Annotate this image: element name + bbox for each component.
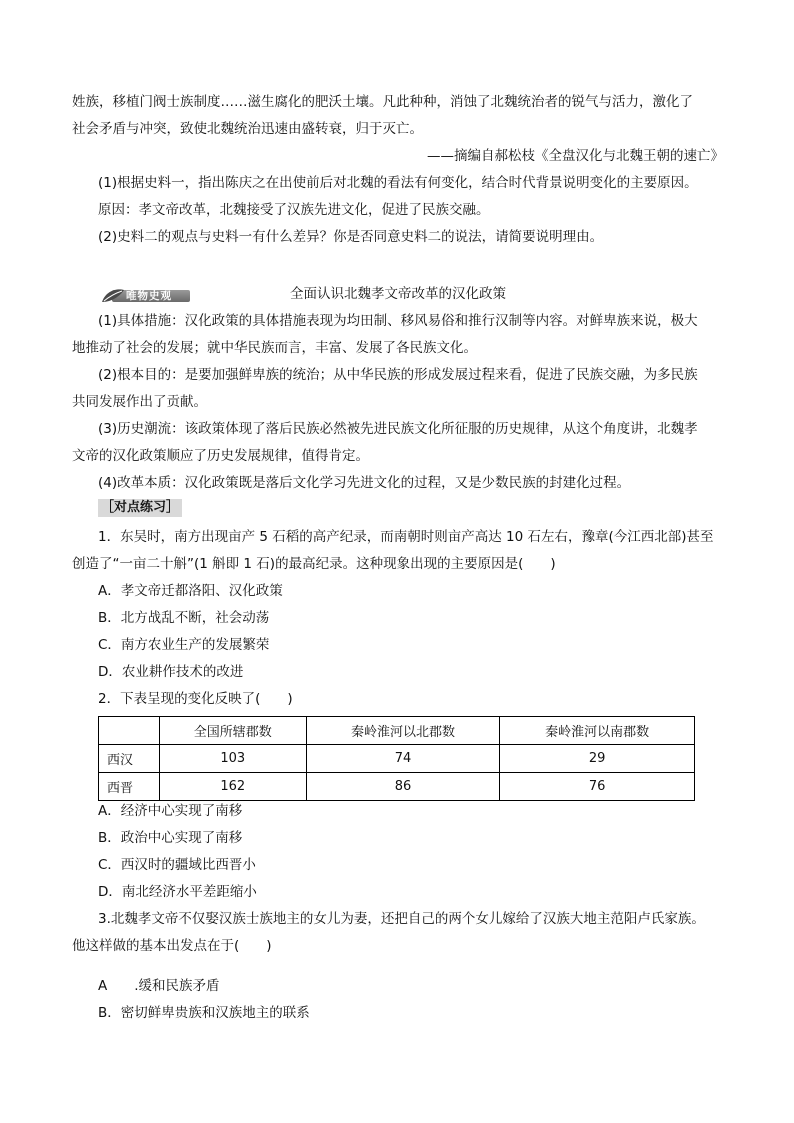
practice-q3-line2: 他这样做的基本出发点在于( ) [72,938,272,954]
section-p2-line2: 共同发展作出了贡献。 [72,394,207,410]
prefecture-table [98,716,695,801]
q2-option-a: A．经济中心实现了南移 [98,803,243,819]
practice-q1-line1: 1．东吴时，南方出现亩产 5 石稻的高产纪录，而南朝时则亩产高达 10 石左右，豫章(今江西北部)甚至 [98,529,714,545]
practice-q1-line2: 创造了“一亩二十斛”(1 斛即 1 石)的最高纪录。这种现象出现的主要原因是( ) [72,556,556,572]
question-2: (2)史料二的观点与史料一有什么差异？你是否同意史料二的说法，请简要说明理由。 [98,229,604,245]
section-title: 全面认识北魏孝文帝改革的汉化政策 [290,286,506,302]
source-citation: ——摘编自郝松枝《全盘汉化与北魏王朝的速亡》 [427,148,724,164]
table-header-row [99,717,695,745]
section-p1-line1: (1)具体措施：汉化政策的具体措施表现为均田制、移风易俗和推行汉制等内容。对鲜卑族来说，极大 [98,313,698,329]
q2-option-d: D．南北经济水平差距缩小 [98,884,257,900]
q2-option-b: B．政治中心实现了南移 [98,830,243,846]
table-header-cell: 全国所辖郡数 [159,717,306,745]
section-p2-line1: (2)根本目的：是要加强鲜卑族的统治；从中华民族的形成发展过程来看，促进了民族交融，为多民族 [98,367,698,383]
section-p1-line2: 地推动了社会的发展；就中华民族而言，丰富、发展了各民族文化。 [72,340,477,356]
intro-line-1: 姓族，移植门阀士族制度……滋生腐化的肥沃土壤。凡此种种，消蚀了北魏统治者的锐气与活力，激化了 [72,94,693,110]
q1-option-b: B．北方战乱不断，社会动荡 [98,610,270,626]
table-header-cell [99,717,160,745]
practice-q3-line1: 3.北魏孝文帝不仅娶汉族士族地主的女儿为妻，还把自己的两个女儿嫁给了汉族大地主范阳卢氏家族。 [98,911,705,927]
q2-option-c: C．西汉时的疆域比西晋小 [98,857,256,873]
section-p4: (4)改革本质：汉化政策既是落后文化学习先进文化的过程，又是少数民族的封建化过程。 [98,475,631,491]
practice-label: ［对点练习］ [98,499,182,517]
table-cell: 西晋 [99,773,160,801]
intro-line-2: 社会矛盾与冲突，致使北魏统治迅速由盛转衰，归于灭亡。 [72,121,423,137]
badge-label: 唯物史观 [126,290,172,302]
table-cell: 74 [306,745,500,773]
table-cell: 西汉 [99,745,160,773]
q1-option-c: C．南方农业生产的发展繁荣 [98,637,270,653]
q3-option-a: A .缓和民族矛盾 [98,978,220,994]
table-cell: 76 [500,773,695,801]
question-1: (1)根据史料一，指出陈庆之在出使前后对北魏的看法有何变化，结合时代背景说明变化的主要原因。 [98,175,698,191]
q1-option-d: D．农业耕作技术的改进 [98,664,244,680]
table-cell: 29 [500,745,695,773]
section-p3-line1: (3)历史潮流：该政策体现了落后民族必然被先进民族文化所征服的历史规律，从这个角度讲，北魏孝 [98,421,698,437]
q3-option-b: B．密切鲜卑贵族和汉族地主的联系 [98,1005,310,1021]
table-row [99,773,695,801]
table-cell: 103 [159,745,306,773]
practice-q2: 2．下表呈现的变化反映了( ) [98,691,293,707]
section-p3-line2: 文帝的汉化政策顺应了历史发展规律，值得肯定。 [72,448,369,464]
answer-1: 原因：孝文帝改革，北魏接受了汉族先进文化，促进了民族交融。 [98,202,490,218]
table-cell: 162 [159,773,306,801]
table-header-cell: 秦岭淮河以南郡数 [500,717,695,745]
table-header-cell: 秦岭淮河以北郡数 [306,717,500,745]
q1-option-a: A．孝文帝迁都洛阳、汉化政策 [98,583,283,599]
table-cell: 86 [306,773,500,801]
table-row [99,745,695,773]
